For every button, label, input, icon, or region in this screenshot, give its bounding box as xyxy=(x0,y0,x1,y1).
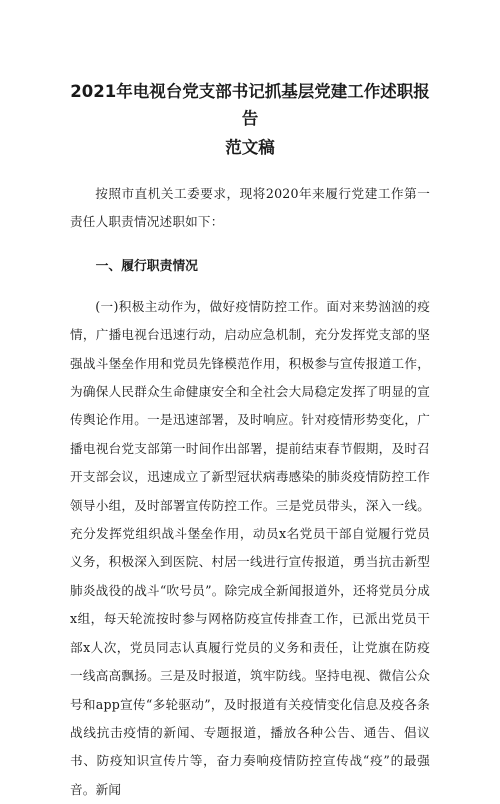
intro-paragraph: 按照市直机关工委要求，现将2020年来履行党建工作第一责任人职责情况述职如下： xyxy=(70,186,430,230)
document-title-continuation: 范文稿 xyxy=(225,138,275,157)
section-heading: 一、履行职责情况 xyxy=(95,258,198,274)
body-paragraph: (一)积极主动作为，做好疫情防控工作。面对来势汹汹的疫情，广播电视台迅速行动，启动应急机制，充分发挥党支部的坚强战斗堡垒作用和党员先锋模范作用，积极参与宣传报道工作，为确保人民群众生命健康安全和全社会大局稳定发挥了明显的宣传舆论作用。一是迅速部署，及时响应。针对疫情形势变化，广播电视台党支部第一时间作出部署，提前结束春节假期，及时召开支部会议，迅速成立了新型冠状病毒感染的肺炎疫情防控工作领导小组，及时部署宣传防控工作。三是党员带头，深入一线。充分发挥党组织战斗堡垒作用，动员x名党员干部自觉履行党员义务，积极深入到医院、村居一线进行宣传报道，勇当抗击新型肺炎战役的战斗“吹号员”。除完成全新闻报道外，还将党员分成x组，每天轮流按时参与网格防疫宣传排查工作，已派出党员干部x人次，党员同志认真履行党员的义务和责任，让党旗在防疫一线高高飘扬。三是及时报道，筑牢防线。坚持电视、微信公众号和app宣传“多轮驱动”，及时报道有关疫情变化信息及疫各条战线抗击疫情的新闻、专题报道，播放各种公告、通告、倡议书、防疫知识宣传片等，奋力奏响疫情防控宣传战“疫”的最强音。新闻 xyxy=(70,298,430,797)
document-title: 2021年电视台党支部书记抓基层党建工作述职报告 xyxy=(70,82,430,128)
